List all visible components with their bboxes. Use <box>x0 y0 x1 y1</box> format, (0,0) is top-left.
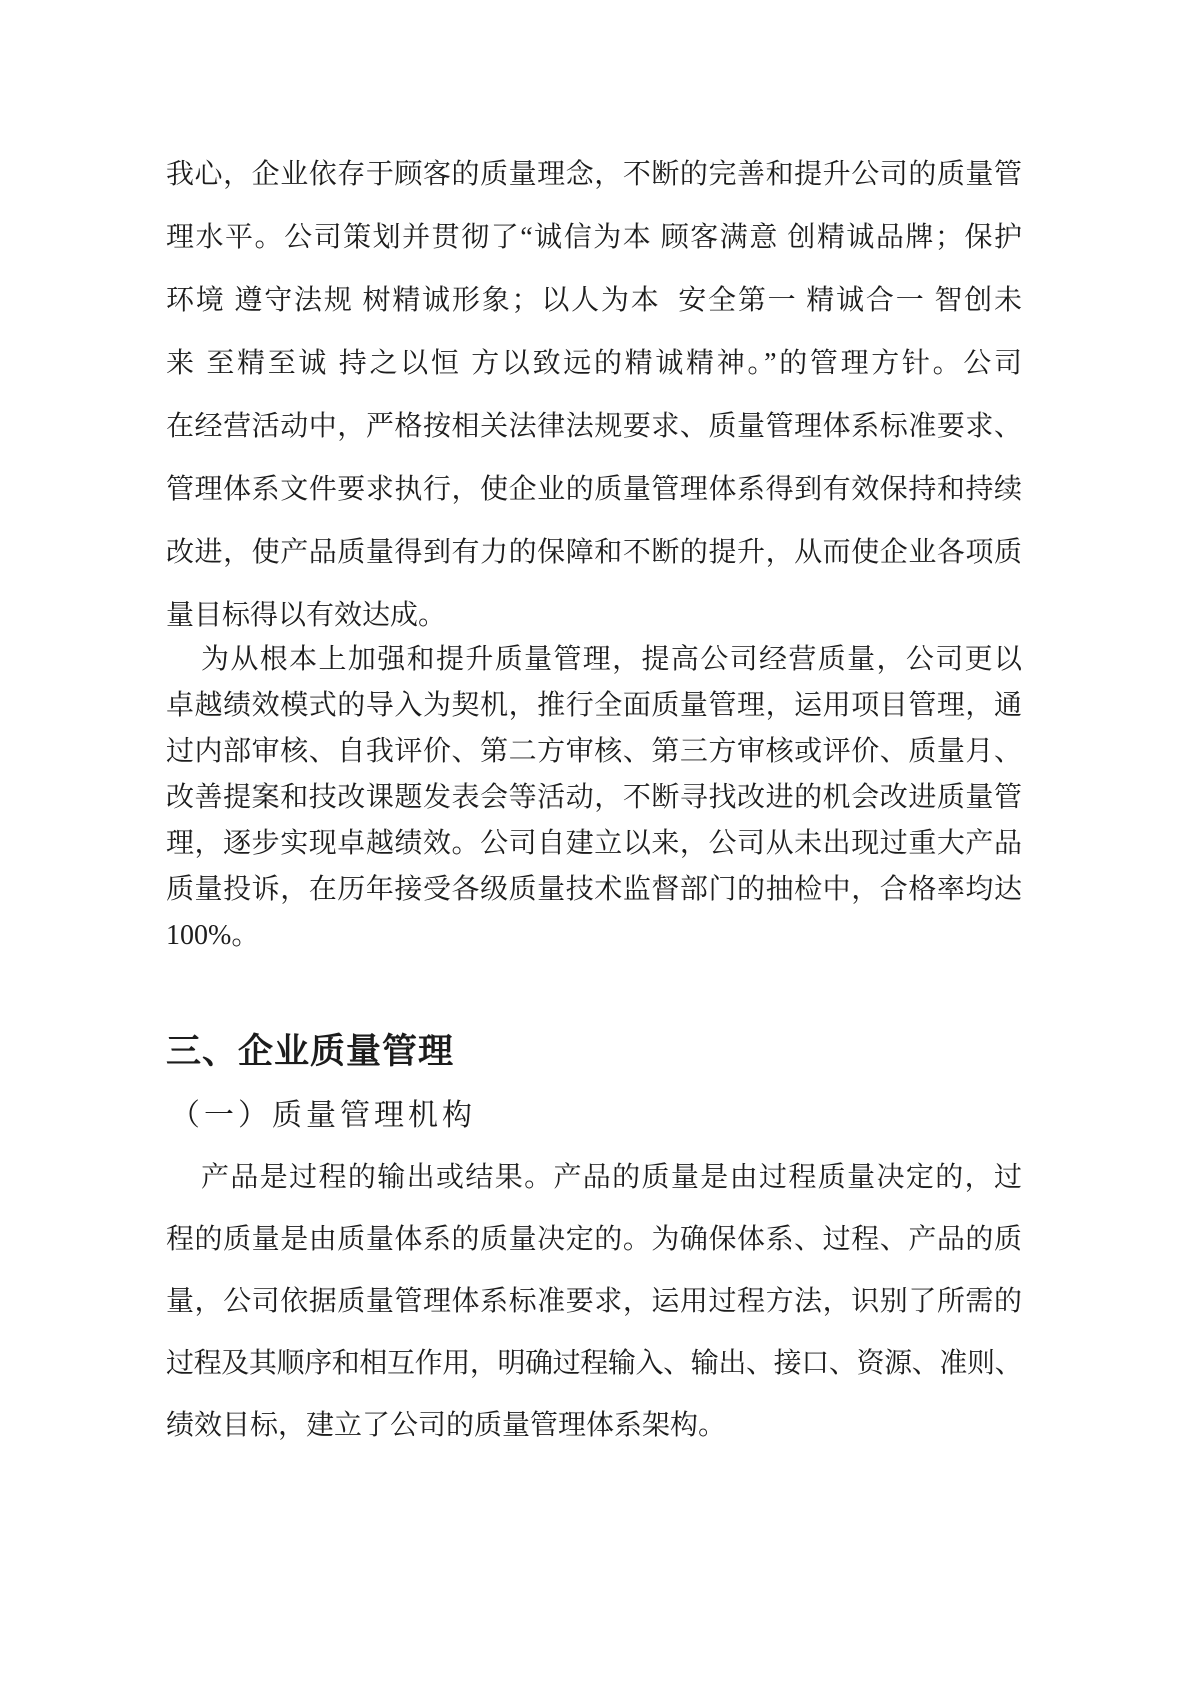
body-line: 过程及其顺序和相互作用，明确过程输入、输出、接口、资源、准则、 <box>166 1348 1022 1379</box>
body-line: 理水平。公司策划并贯彻了“诚信为本 顾客满意 创精诚品牌；保护 <box>166 222 1022 253</box>
body-line: 理，逐步实现卓越绩效。公司自建立以来，公司从未出现过重大产品 <box>166 828 1022 859</box>
body-line: 在经营活动中，严格按相关法律法规要求、质量管理体系标准要求、 <box>166 411 1022 442</box>
body-line: 环境 遵守法规 树精诚形象；以人为本 安全第一 精诚合一 智创未 <box>166 285 1022 316</box>
body-line: 程的质量是由质量体系的质量决定的。为确保体系、过程、产品的质 <box>166 1224 1022 1255</box>
paragraph-quality-organization <box>166 1147 1022 1457</box>
body-line: 绩效目标，建立了公司的质量管理体系架构。 <box>166 1410 727 1441</box>
paragraph-quality-policy <box>166 143 1022 647</box>
body-line: 质量投诉，在历年接受各级质量技术监督部门的抽检中，合格率均达 <box>166 874 1022 905</box>
body-line: 过内部审核、自我评价、第二方审核、第三方审核或评价、质量月、 <box>166 736 1022 767</box>
body-line: 100%。 <box>166 920 260 951</box>
body-line: 量目标得以有效达成。 <box>166 600 447 631</box>
body-line: 为从根本上加强和提升质量管理，提高公司经营质量，公司更以 <box>201 644 1022 675</box>
body-line: 卓越绩效模式的导入为契机，推行全面质量管理，运用项目管理，通 <box>166 690 1022 721</box>
subsection-heading: （一）质量管理机构 <box>170 1099 476 1132</box>
body-line: 量，公司依据质量管理体系标准要求，运用过程方法，识别了所需的 <box>166 1286 1022 1317</box>
body-line: 改善提案和技改课题发表会等活动，不断寻找改进的机会改进质量管 <box>166 782 1022 813</box>
section-heading: 三、企业质量管理 <box>166 1032 455 1071</box>
body-line: 来 至精至诚 持之以恒 方以致远的精诚精神。”的管理方针。公司 <box>166 348 1022 379</box>
body-line: 改进，使产品质量得到有力的保障和不断的提升，从而使企业各项质 <box>166 537 1022 568</box>
paragraph-quality-improvement <box>166 637 1022 959</box>
body-line: 产品是过程的输出或结果。产品的质量是由过程质量决定的，过 <box>201 1162 1022 1193</box>
body-line: 管理体系文件要求执行，使企业的质量管理体系得到有效保持和持续 <box>166 474 1022 505</box>
body-line: 我心，企业依存于顾客的质量理念，不断的完善和提升公司的质量管 <box>166 159 1022 190</box>
